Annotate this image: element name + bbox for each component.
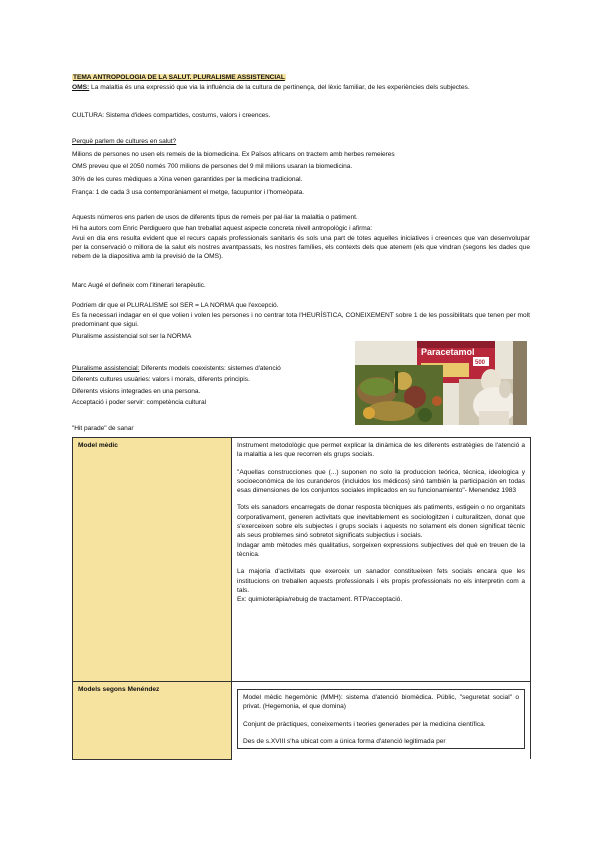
pa-line-3: Acceptació i poder servir: competència cultural — [72, 399, 206, 406]
models-menendez-content — [232, 682, 531, 760]
pluralisme-assistencial-line — [72, 364, 281, 373]
model-medic-paragraph-3: Tots els sanadors encarregats de donar resposta tècniques als patiments, estigein o no organitats corporativament, generen activitats que inevitablement es sociologitzen i culturalitzen, donat que s'exerceixen sobre els subjectes i grups socials i aquests no solament els donen significat tècnic als seus problemes sinó sobretot significats subjectius i socials. Indagar amb mètodes més qualitatius, sorgeixen expressions subjectives del què en treuen de la tècnica. — [237, 504, 525, 558]
marc-auge-line: Marc Augé el defineix com l'itinerari terapèutic. — [72, 282, 206, 289]
table-row — [73, 438, 531, 682]
model-medic-paragraph-4: La majoria d'activitats que exerceix un sanador constitueixen fets socials encara que les institucions on treballen aquests professionals i els propis professionals no els interpretin com a tals. — [237, 568, 525, 594]
document-title: TEMA ANTROPOLOGIA DE LA SALUT. PLURALISME ASSISTENCIAL — [73, 74, 285, 81]
model-medic-content — [232, 438, 531, 682]
cultura-line: CULTURA: Sistema d'idees compartides, costums, valors i creences. — [72, 112, 271, 119]
pluralisme-body: Es fa necessari indagar en el que volien i volen les persones i no centrar tota l'HEURÍSTICA, CONEIXEMENT sobre 1 de les possibilitats que tenen per molt predominant que sigui. — [72, 312, 530, 329]
models-table — [72, 437, 531, 760]
remedies-illustration — [355, 341, 527, 425]
numbers-line: Aquests números ens parlen de usos de diferents tipus de remeis per pal·liar la malaltia o patiment. — [72, 214, 358, 221]
pa-line-2: Diferents visions integrades en una persona. — [72, 388, 201, 395]
model-medic-paragraph-1: Instrument metodològic que permet explicar la dinàmica de les diferents estratègies de l'atenció a la malaltia a les que recorren els grups socials. — [237, 442, 525, 459]
table-row — [73, 682, 531, 760]
pa-line-1: Diferents cultures usuàries: valors i morals, diferents principis. — [72, 376, 250, 383]
hit-parade-label: "Hit parade" de sanar — [72, 425, 134, 432]
model-medic-example: Ex: quimioteràpia/rebuig de tractament. RTP/acceptació. — [237, 596, 403, 604]
model-medic-label: Model mèdic — [73, 438, 232, 682]
svg-text:500: 500 — [475, 360, 486, 366]
mmh-line-2: Conjunt de pràctiques, coneixements i teories generades per la medicina científica. — [243, 720, 486, 728]
perdiguero-quote: Avui en dia ens resulta evident que el recurs capals professionals sanitaris és sols una part de totes aquelles iniciatives i creences que van desenvolupar per la conservació o millora de la salut els nostres avantpassats, les nostres famílies, els contexts dels que atenem (els que vindran (segons les dades que rebem de la diapositiva amb la previsió de la OMS). — [72, 235, 530, 261]
pluralisme-line: Podríem dir que el PLURALISME sol SER = LA NORMA que l'excepció. — [72, 302, 279, 309]
oms-paragraph — [72, 83, 530, 92]
paracetamol-box-text: Paracetamol — [421, 347, 475, 357]
remedies-photo — [355, 341, 527, 425]
why-line-3: 30% de les cures mèdiques a Xina venen garantides per la medicina tradicional. — [72, 176, 303, 183]
why-line-2: OMS preveu que el 2050 només 700 milions de persones del 9 mil milions usaran la biomedicina. — [72, 163, 353, 170]
heading-why: Perquè parlem de cultures en salut? — [72, 138, 177, 145]
why-line-1: Milions de persones no usen els remeis de la biomedicina. Ex Països africans on tractem amb herbes remeieres — [72, 151, 395, 158]
model-medic-quote: "Aquellas construcciones que (...) suponen no solo la produccion teórica, técnica, ideologica y socioeconómica de los curanderos (incluidos los médicos) sinó también la participación en todas esas dimensiones de los conjuntos sociales implicados en su funcionamiento"- Menendez 1983 — [237, 468, 525, 495]
pluralisme-assistencial-text: Diferents models coexistents: sistemes d'atenció — [139, 365, 281, 372]
pluralisme-norma-line: Pluralisme assistencial sol ser la NORMA — [72, 333, 192, 340]
pluralisme-assistencial-label: Pluralisme assistencial: — [72, 365, 140, 372]
oms-text: La malaltia és una expressió que via la influència de la cultura de pertinença, del lèxic familiar, de les experiències dels subjectes. — [89, 84, 470, 91]
perdiguero-line: Hi ha autors com Enric Perdiguero que han treballat aquest aspecte concreta nivell antropològic i afirma: — [72, 225, 373, 232]
mmh-line-3: Des de s.XVIII s'ha ubicat com a única forma d'atenció legitimada per — [243, 737, 446, 745]
models-menendez-label: Models segons Menéndez — [73, 682, 232, 760]
model-medic-indagar: Indagar amb mètodes més qualitatius, sorgeixen expressions subjectives del què en treuen de la tècnica. — [237, 541, 525, 558]
why-line-4: França: 1 de cada 3 usa contemporàniament el metge, facupuntor i l'homeòpata. — [72, 189, 304, 196]
mmh-box — [237, 689, 525, 749]
oms-label: OMS: — [72, 84, 90, 91]
mmh-line-1: Model mèdic hegemònic (MMH): sistema d'atenció biomèdica. Públic, "seguretat social" o privat. (Hegemonia, el que domina) — [243, 694, 519, 711]
